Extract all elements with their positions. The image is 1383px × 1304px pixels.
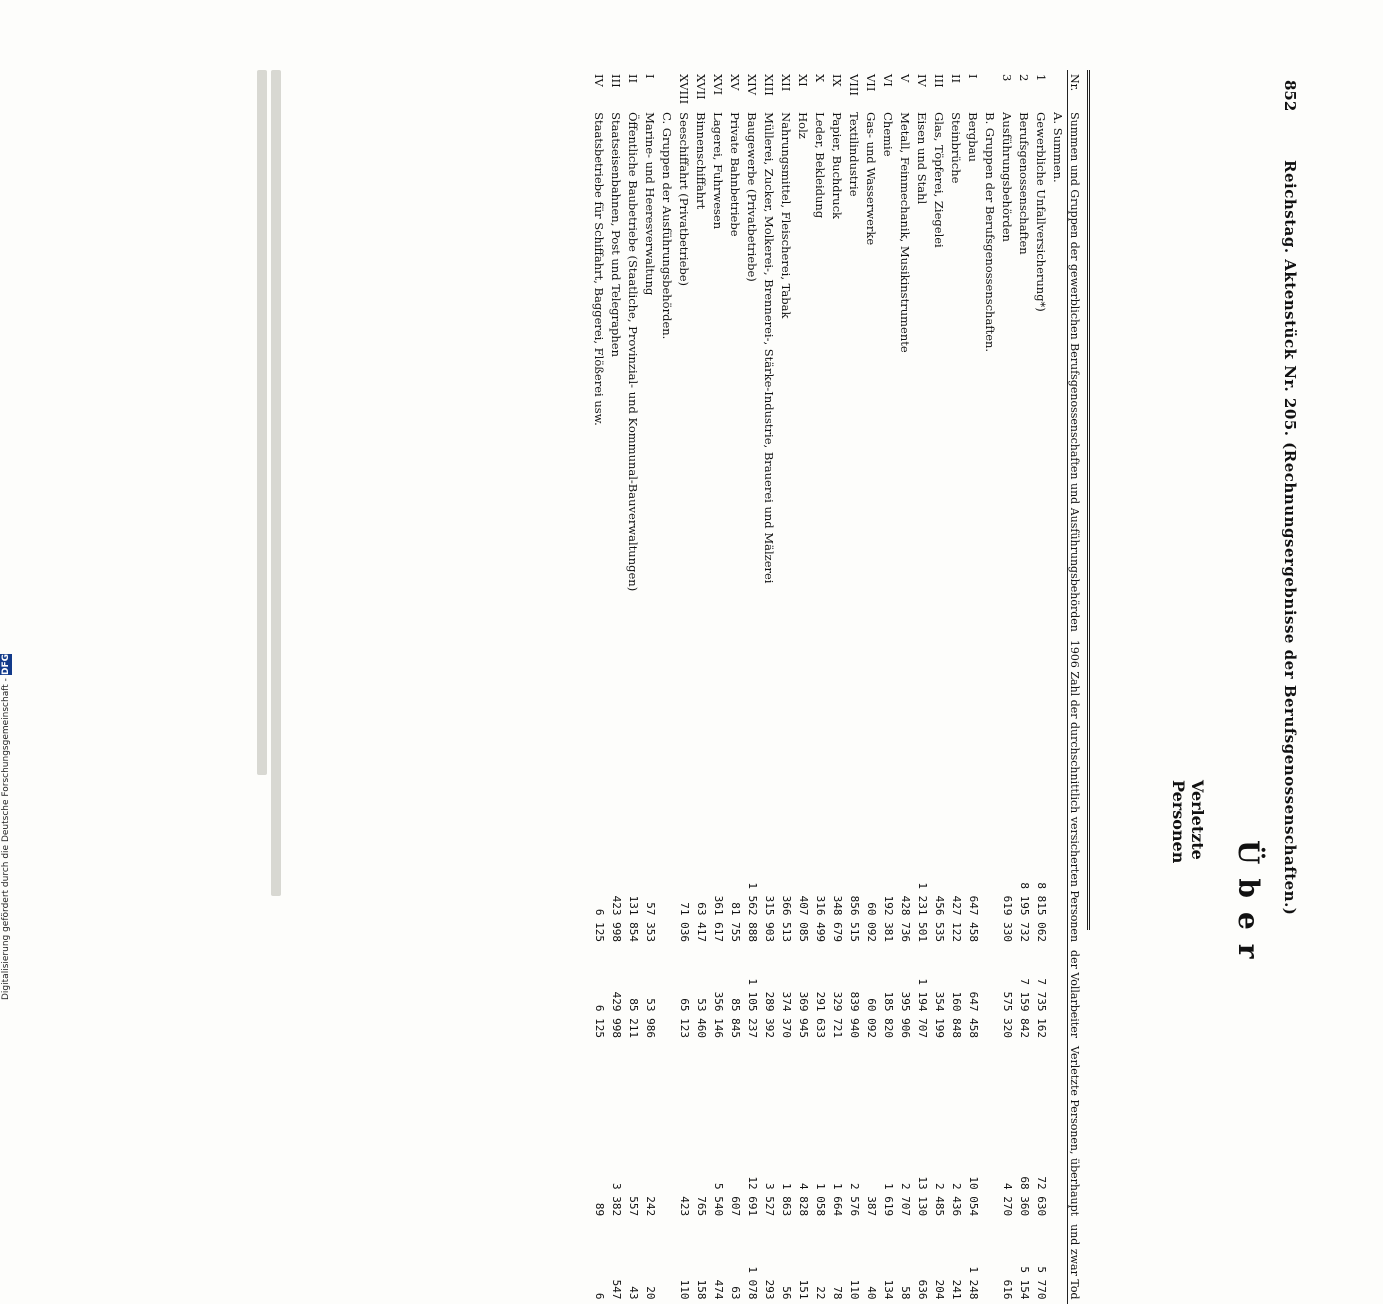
table-row: XIV Baugewerbe (Privatbetriebe) 1 562 888 1 105 237 12 691 1 078 [745, 74, 760, 1300]
table-row: 2 Berufsgenossenschaften 8 195 732 7 159 842 68 360 5 154 [1017, 74, 1032, 1300]
table-row: XV Private Bahnbetriebe 81 755 85 845 607 63 [728, 74, 743, 1300]
table-row: XVII Binnenschiffahrt 63 417 53 460 765 158 [694, 74, 709, 1300]
table-row: B. Gruppen der Berufsgenossenschaften. [983, 112, 998, 353]
table-row: II Öffentliche Baubetriebe (Staatliche, Provinzial- und Kommunal-Bauverwaltungen) 131 854 85 211 557 43 [626, 74, 641, 1300]
table-row: XVI Lagerei, Fuhrwesen 361 617 356 146 5 540 474 [711, 74, 726, 1300]
col-persons: 1906 Zahl der durchschnittlich versicherten Personen [1068, 636, 1086, 946]
dfg-logo: DFG [1, 654, 11, 676]
table-row: A. Summen. [1051, 112, 1066, 183]
col-group: Summen und Gruppen der gewerblichen Berufsgenossenschaften und Ausführungsbehörden [1068, 108, 1086, 636]
col-verletzte: Verletzte Personen, überhaupt [1068, 1042, 1086, 1220]
page-number: 852 [1281, 80, 1299, 112]
statistics-table [591, 70, 1085, 1304]
heading-main: Über [1232, 840, 1265, 973]
table-row: C. Gruppen der Ausführungsbehörden. [660, 112, 675, 340]
table-row: XVIII Seeschiffahrt (Privatbetriebe) 71 036 65 123 423 110 [677, 74, 692, 1300]
col-zahl: Zahl [1068, 671, 1081, 697]
table-row: VI Chemie 192 381 185 820 1 619 134 [881, 74, 896, 1300]
table-row: III Glas, Töpferei, Ziegelei 456 535 354 199 2 485 204 [932, 74, 947, 1300]
placeholder-line [257, 70, 267, 775]
heading-sub: Verletzte Personen [1169, 780, 1207, 864]
col-vollarbeiter: der Vollarbeiter [1068, 946, 1086, 1042]
table-body [591, 70, 1068, 1304]
table-row: IV Eisen und Stahl 1 231 501 1 194 707 13 130 636 [915, 74, 930, 1300]
table-head [1068, 70, 1086, 1304]
table-row: XIII Müllerei, Zucker, Molkerei-, Brennerei-, Stärke-Industrie, Brauerei und Mälzerei 315 903 289 392 3 527 293 [762, 74, 777, 1300]
table-row: IX Papier, Buchdruck 348 679 329 721 1 664 78 [830, 74, 845, 1300]
running-title: Reichstag. Aktenstück Nr. 205. (Rechnungsergebnisse der Berufsgenossenschaften.) [1281, 160, 1299, 916]
table-row: XI Holz 407 085 369 945 4 828 151 [796, 74, 811, 1300]
table-row: 1 Gewerbliche Unfallversicherung*) 8 815 062 7 735 162 72 630 5 770 [1034, 74, 1049, 1300]
col-tod: und zwar Tod [1068, 1220, 1086, 1303]
table-row: XII Nahrungsmittel, Fleischerei, Tabak 366 513 374 370 1 863 56 [779, 74, 794, 1300]
table-row: VII Gas- und Wasserwerke 60 092 60 092 387 40 [864, 74, 879, 1300]
table-row: IV Staatsbetriebe für Schiffahrt, Baggerei, Flößerei usw. 6 125 6 125 89 6 [592, 74, 607, 1300]
table-row: III Staatseisenbahnen, Post und Telegraphen 423 998 429 998 3 382 547 [609, 74, 624, 1300]
rotated-page-content [225, 60, 1305, 1300]
table-row: X Leder, Bekleidung 316 499 291 633 1 058 22 [813, 74, 828, 1300]
table-row: I Bergbau 647 458 647 458 10 054 1 248 [966, 74, 981, 1300]
col-year: 1906 [1068, 639, 1081, 668]
table-row: V Metall, Feinmechanik, Musikinstrumente 428 736 395 906 2 707 58 [898, 74, 913, 1300]
digitization-note: Digitalisierung gefördert durch die Deutsche Forschungsgemeinschaft - DFG [1, 654, 11, 1000]
footnote [253, 70, 285, 930]
running-header [1275, 60, 1305, 940]
placeholder-line [271, 70, 281, 896]
table-row: 3 Ausführungsbehörden 619 330 575 320 4 270 616 [1000, 74, 1015, 1300]
table-row: I Marine- und Heeresverwaltung 57 353 53 986 242 20 [643, 74, 658, 1300]
col-nr: Nr. [1068, 70, 1086, 108]
table-top-rule [1087, 70, 1090, 930]
table-row: VIII Textilindustrie 856 515 839 940 2 576 110 [847, 74, 862, 1300]
table-row: II Steinbrüche 427 122 160 848 2 436 241 [949, 74, 964, 1300]
